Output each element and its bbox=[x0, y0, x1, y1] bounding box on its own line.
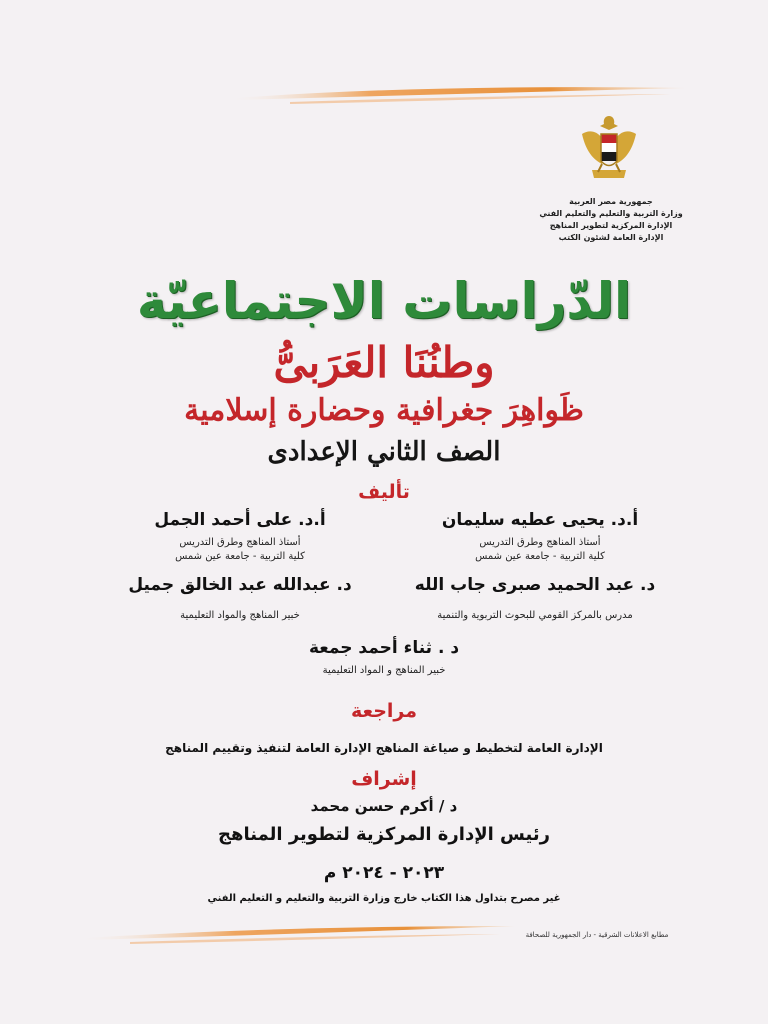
ministry-info-block bbox=[536, 196, 686, 244]
author-1-role: أستاذ المناهج وطرق التدريس bbox=[479, 537, 601, 548]
author-3 bbox=[395, 575, 675, 623]
egypt-eagle-emblem-icon bbox=[578, 112, 640, 184]
author-1 bbox=[420, 510, 660, 564]
book-subtitle: وطنُنَا العَرَبىُّ bbox=[273, 338, 495, 387]
author-1-name: أ.د. يحيى عطيه سليمان bbox=[441, 510, 639, 530]
ministry-line-4: الإدارة العامة لشئون الكتب bbox=[558, 233, 664, 242]
ministry-line-1: جمهورية مصر العربية bbox=[569, 197, 653, 206]
supervisor-name: د / أكرم حسن محمد bbox=[310, 797, 458, 815]
author-2-name: أ.د. على أحمد الجمل bbox=[154, 510, 326, 530]
book-title: الدّراسات الاجتماعيّة bbox=[136, 272, 632, 330]
author-4-role: خبير المناهج والمواد التعليمية bbox=[180, 610, 300, 621]
author-5-role: خبير المناهج و المواد التعليمية bbox=[322, 665, 446, 676]
ministry-line-2: وزارة التربية والتعليم والتعليم الفني bbox=[539, 209, 683, 218]
distribution-notice: غير مصرح بتداول هذا الكتاب خارج وزارة التربية والتعليم و التعليم الفني bbox=[207, 893, 561, 904]
book-subtitle-2: ظَواهِرَ جغرافية وحضارة إسلامية bbox=[184, 393, 584, 428]
supervisor-title: رئيس الإدارة المركزية لتطوير المناهج bbox=[218, 824, 550, 845]
author-1-affiliation: كلية التربية - جامعة عين شمس bbox=[475, 551, 605, 562]
author-5-name: د . ثناء أحمد جمعة bbox=[308, 638, 460, 658]
author-4-name: د. عبدالله عبد الخالق جميل bbox=[128, 575, 352, 595]
review-text: الإدارة العامة لتخطيط و صياغة المناهج الإدارة العامة لتنفيذ وتقييم المناهج bbox=[165, 741, 603, 755]
author-2-role: أستاذ المناهج وطرق التدريس bbox=[179, 537, 301, 548]
bottom-decorative-swoosh bbox=[80, 918, 520, 948]
authorship-heading: تأليف bbox=[358, 481, 410, 503]
academic-year: ٢٠٢٣ - ٢٠٢٤ م bbox=[323, 863, 445, 883]
author-5 bbox=[264, 638, 504, 678]
ministry-line-3: الإدارة المركزية لتطوير المناهج bbox=[549, 221, 673, 230]
printer-credit: مطابع الاعلانات الشرقية - دار الجمهورية للصحافة bbox=[525, 931, 669, 939]
author-2-affiliation: كلية التربية - جامعة عين شمس bbox=[175, 551, 305, 562]
author-3-role: مدرس بالمركز القومي للبحوث التربوية والتنمية bbox=[437, 610, 633, 621]
review-heading: مراجعة bbox=[350, 700, 418, 722]
top-decorative-swoosh bbox=[230, 76, 690, 108]
grade-level: الصف الثاني الإعدادى bbox=[267, 437, 501, 467]
author-4 bbox=[110, 575, 370, 623]
supervision-heading: إشراف bbox=[351, 768, 417, 790]
author-3-name: د. عبد الحميد صبرى جاب الله bbox=[414, 575, 656, 595]
author-2 bbox=[120, 510, 360, 564]
